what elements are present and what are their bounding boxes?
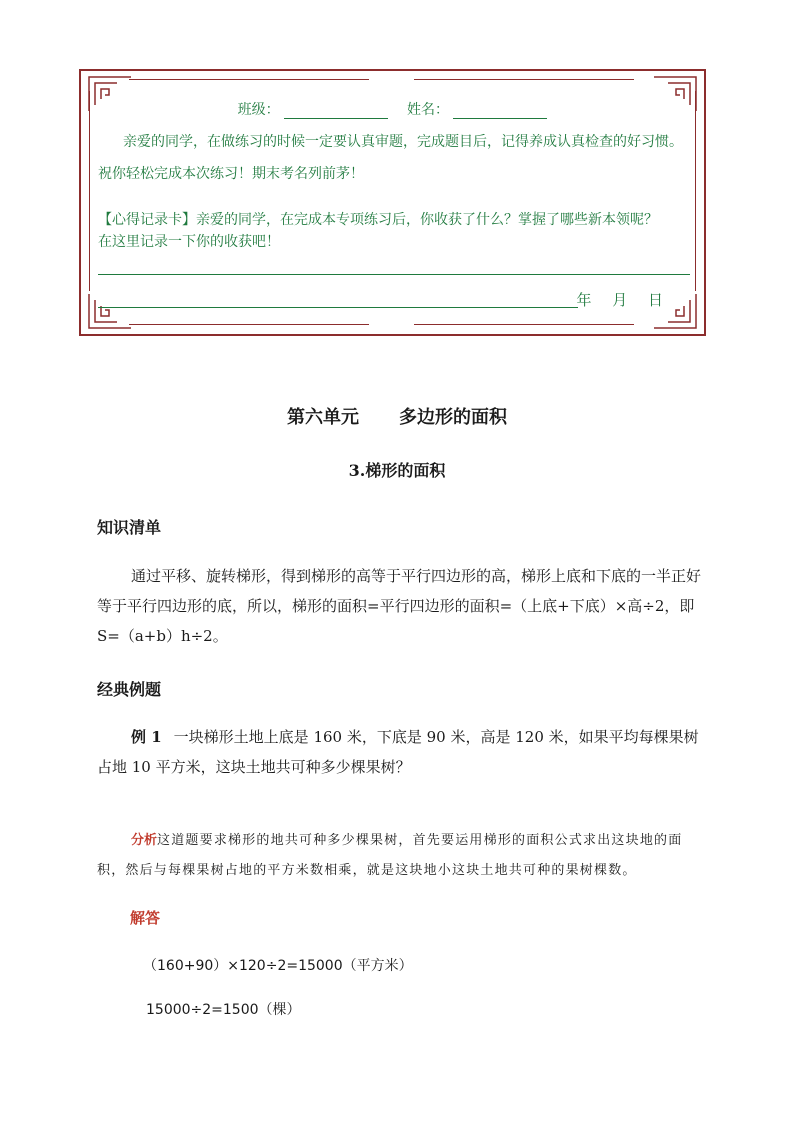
answer-label: 解答 xyxy=(130,909,161,927)
examples-heading: 经典例题 xyxy=(97,680,162,699)
analysis-text: 这道题要求梯形的地共可种多少棵果树，首先要运用梯形的面积公式求出这块地的面积，然后与每棵果树占地的平方米数相乘，就是这块地小这块土地共可种的果树棵数。 xyxy=(97,833,683,878)
decor-rule xyxy=(89,91,90,291)
writing-line[interactable] xyxy=(98,307,578,308)
intro-line-1: 亲爱的同学，在做练习的时候一定要认真审题，完成题目后，记得养成认真检查的好习惯。 xyxy=(123,134,683,150)
decor-rule xyxy=(129,79,369,80)
class-field[interactable] xyxy=(284,118,388,119)
example-1 xyxy=(97,722,701,782)
knowledge-paragraph xyxy=(97,561,701,651)
analysis-block xyxy=(97,826,701,886)
class-label: 班级： xyxy=(237,102,280,118)
note-line-2: 在这里记录一下你的收获吧！ xyxy=(98,234,280,250)
calc-line-2: 15000÷2=1500（棵） xyxy=(146,1002,301,1018)
name-field[interactable] xyxy=(453,118,547,119)
date-text: 年 月 日 xyxy=(576,291,664,309)
knowledge-text: 通过平移、旋转梯形，得到梯形的高等于平行四边形的高，梯形上底和下底的一半正好等于平行四边形的底，所以，梯形的面积=平行四边形的面积=（上底+下底）×高÷2，即 S=（a+b）h÷2。 xyxy=(97,567,702,645)
calc-line-1: （160+90）×120÷2=15000（平方米） xyxy=(143,958,413,974)
corner-ornament-icon xyxy=(87,292,133,330)
header-card xyxy=(79,69,706,336)
writing-line[interactable] xyxy=(98,274,690,275)
knowledge-heading: 知识清单 xyxy=(97,518,162,537)
decor-rule xyxy=(414,324,634,325)
example-1-label: 例 1 xyxy=(131,728,162,746)
unit-prefix: 第六单元 xyxy=(287,407,359,428)
unit-title xyxy=(0,403,794,429)
intro-line-2: 祝你轻松完成本次练习！期末考名列前茅！ xyxy=(98,166,364,182)
example-1-text: 一块梯形土地上底是 160 米，下底是 90 米，高是 120 米，如果平均每棵果树占地 10 平方米，这块土地共可种多少棵果树？ xyxy=(97,728,699,776)
decor-rule xyxy=(129,324,369,325)
analysis-label: 分析 xyxy=(131,833,158,848)
decor-rule xyxy=(695,91,696,291)
note-line-1: 【心得记录卡】亲爱的同学，在完成本专项练习后，你收获了什么？掌握了哪些新本领呢？ xyxy=(98,212,658,228)
name-label: 姓名： xyxy=(406,102,449,118)
class-name-row xyxy=(81,99,704,119)
lesson-title: 3.梯形的面积 xyxy=(348,461,446,480)
decor-rule xyxy=(414,79,634,80)
unit-name: 多边形的面积 xyxy=(399,407,507,428)
